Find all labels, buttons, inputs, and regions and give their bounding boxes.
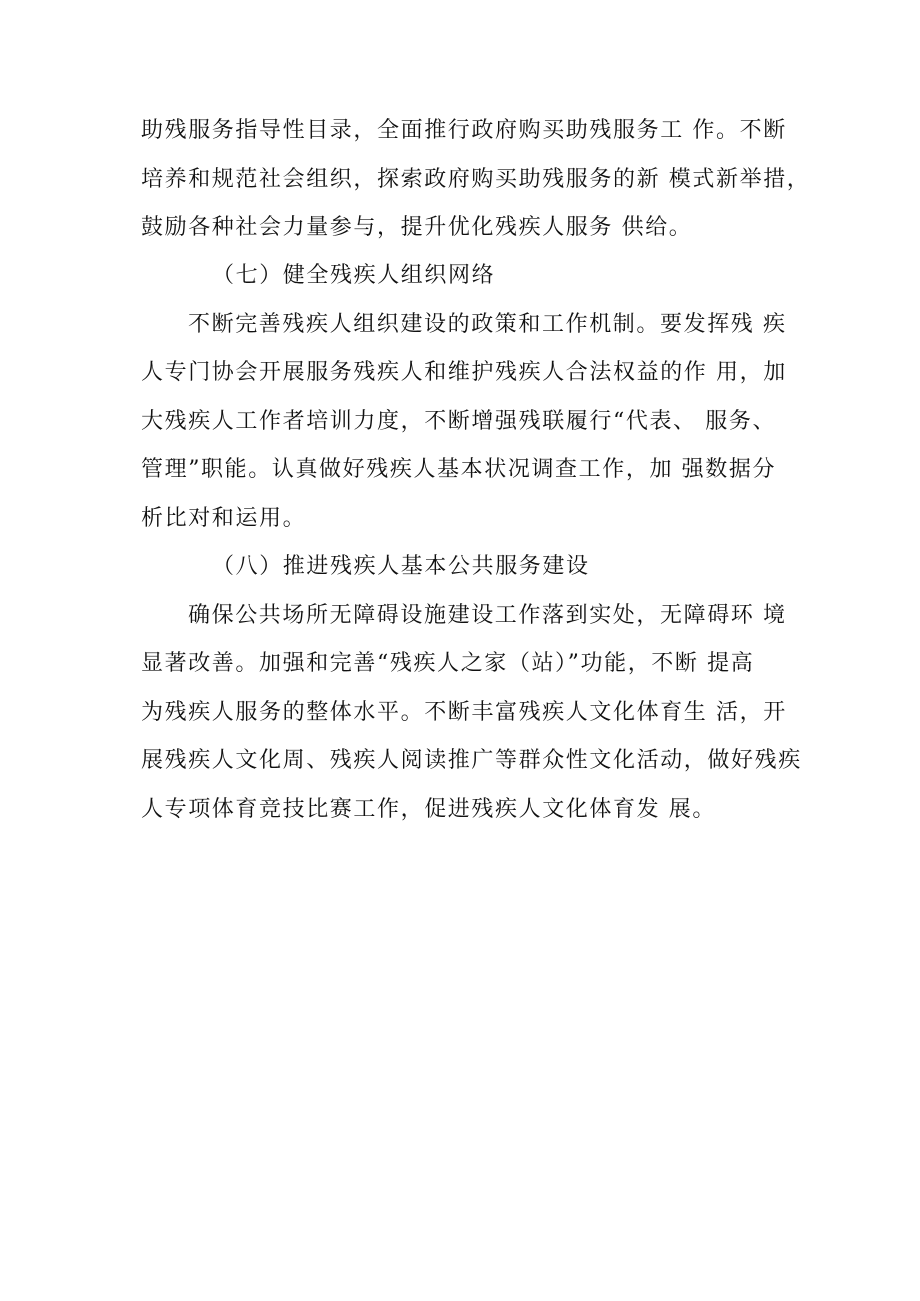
section-heading: （八）推进残疾人基本公共服务建设 [212,554,590,579]
paragraph-line: 管理”职能。认真做好残疾人基本状况调查工作，加 强数据分 [141,457,777,482]
paragraph-line: 助残服务指导性目录，全面推行政府购买助残服务工 作。不断 [141,118,787,143]
paragraph-line: 显著改善。加强和完善“残疾人之家（站）”功能，不断 提高 [141,651,755,676]
paragraph-line: 培养和规范社会组织，探索政府购买助残服务的新 模式新举措， [141,167,811,192]
paragraph-line: 鼓励各种社会力量参与，提升优化残疾人服务 供给。 [141,215,693,240]
section-heading: （七）健全残疾人组织网络 [212,263,496,288]
paragraph-line: 确保公共场所无障碍设施建设工作落到实处，无障碍环 境 [188,603,787,628]
paragraph-line: 不断完善残疾人组织建设的政策和工作机制。要发挥残 疾 [188,312,787,337]
paragraph-line: 人专门协会开展服务残疾人和维护残疾人合法权益的作 用，加 [141,360,787,385]
paragraph-line: 大残疾人工作者培训力度，不断增强残联履行“代表、 服务、 [141,409,777,434]
paragraph-line: 人专项体育竞技比赛工作，促进残疾人文化体育发 展。 [141,797,716,822]
paragraph-line: 展残疾人文化周、残疾人阅读推广等群众性文化活动，做好残疾 [141,748,802,773]
paragraph-line: 为残疾人服务的整体水平。不断丰富残疾人文化体育生 活，开 [141,700,787,725]
paragraph-line: 析比对和运用。 [141,506,307,531]
